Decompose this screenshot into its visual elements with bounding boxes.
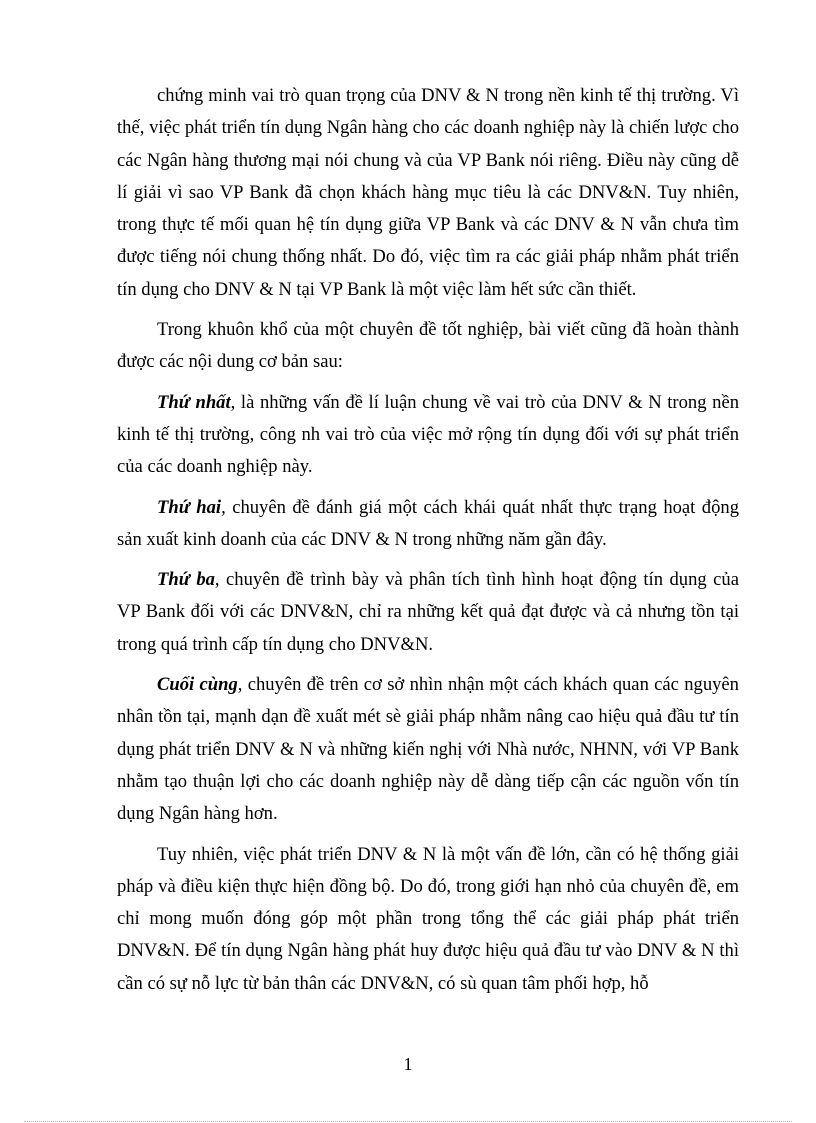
paragraph-closing: [117, 839, 739, 1000]
paragraph-lead: Thứ ba: [157, 569, 215, 591]
paragraph-third-point: [117, 564, 739, 661]
paragraph-text: , là những vấn đề lí luận chung về vai trò của DNV & N trong nền kinh tế thị trường, công nh vai trò của việc mở rộng tín dụng đối với sự phát triển của các doanh nghiệp này.: [117, 391, 739, 478]
paragraph-text: Tuy nhiên, việc phát triển DNV & N là một vấn đề lớn, cần có hệ thống giải pháp và điều kiện thực hiện đồng bộ. Do đó, trong giới hạn nhỏ của chuyên đề, em chỉ mong muốn đóng góp một phần trong tổng thể các giải pháp phát triển DNV&N. Để tín dụng Ngân hàng phát huy được hiệu quả đầu tư vào DNV & N thì cần có sự nỗ lực từ bản thân các DNV&N, có sù quan tâm phối hợp, hỗ: [117, 843, 739, 994]
paragraph-lead: Thứ hai: [157, 496, 222, 518]
paragraph-final-point: [117, 669, 739, 830]
paragraph-scope: [117, 314, 739, 379]
paragraph-first-point: [117, 387, 739, 484]
paragraph-lead: Thứ nhất: [157, 391, 231, 413]
document-body: [117, 80, 739, 1008]
paragraph-text: , chuyên đề trình bày và phân tích tình hình hoạt động tín dụng của VP Bank đối với các DNV&N, chỉ ra những kết quả đạt được và cả nhưng tồn tại trong quá trình cấp tín dụng cho DNV&N.: [117, 569, 739, 655]
paragraph-text: Trong khuôn khổ của một chuyên đề tốt nghiệp, bài viết cũng đã hoàn thành được các nội dung cơ bản sau:: [117, 319, 739, 373]
page-bottom-divider: [24, 1121, 792, 1122]
paragraph-intro: [117, 80, 739, 306]
paragraph-lead: Cuối cùng: [157, 674, 238, 696]
paragraph-text: chứng minh vai trò quan trọng của DNV & N trong nền kinh tế thị trường. Vì thế, việc phát triển tín dụng Ngân hàng cho các doanh nghiệp này là chiến lược cho các Ngân hàng thương mại nói chung và của VP Bank nói riêng. Điều này cũng dễ lí giải vì sao VP Bank đã chọn khách hàng mục tiêu là các DNV&N. Tuy nhiên, trong thực tế mối quan hệ tín dụng giữa VP Bank và các DNV & N vẫn chưa tìm được tiếng nói chung thống nhất. Do đó, việc tìm ra các giải pháp nhằm phát triển tín dụng cho DNV & N tại VP Bank là một việc làm hết sức cần thiết.: [117, 85, 739, 300]
paragraph-text: , chuyên đề trên cơ sở nhìn nhận một cách khách quan các nguyên nhân tồn tại, mạnh dạn đề xuất mét sè giải pháp nhằm nâng cao hiệu quả đầu tư tín dụng phát triển DNV & N và những kiến nghị với Nhà nước, NHNN, với VP Bank nhằm tạo thuận lợi cho các doanh nghiệp này dễ dàng tiếp cận các nguồn vốn tín dụng Ngân hàng hơn.: [117, 674, 739, 825]
page-number: 1: [403, 1054, 413, 1074]
paragraph-text: , chuyên đề đánh giá một cách khái quát nhất thực trạng hoạt động sản xuất kinh doanh của các DNV & N trong những năm gần đây.: [117, 496, 739, 550]
paragraph-second-point: [117, 492, 739, 557]
